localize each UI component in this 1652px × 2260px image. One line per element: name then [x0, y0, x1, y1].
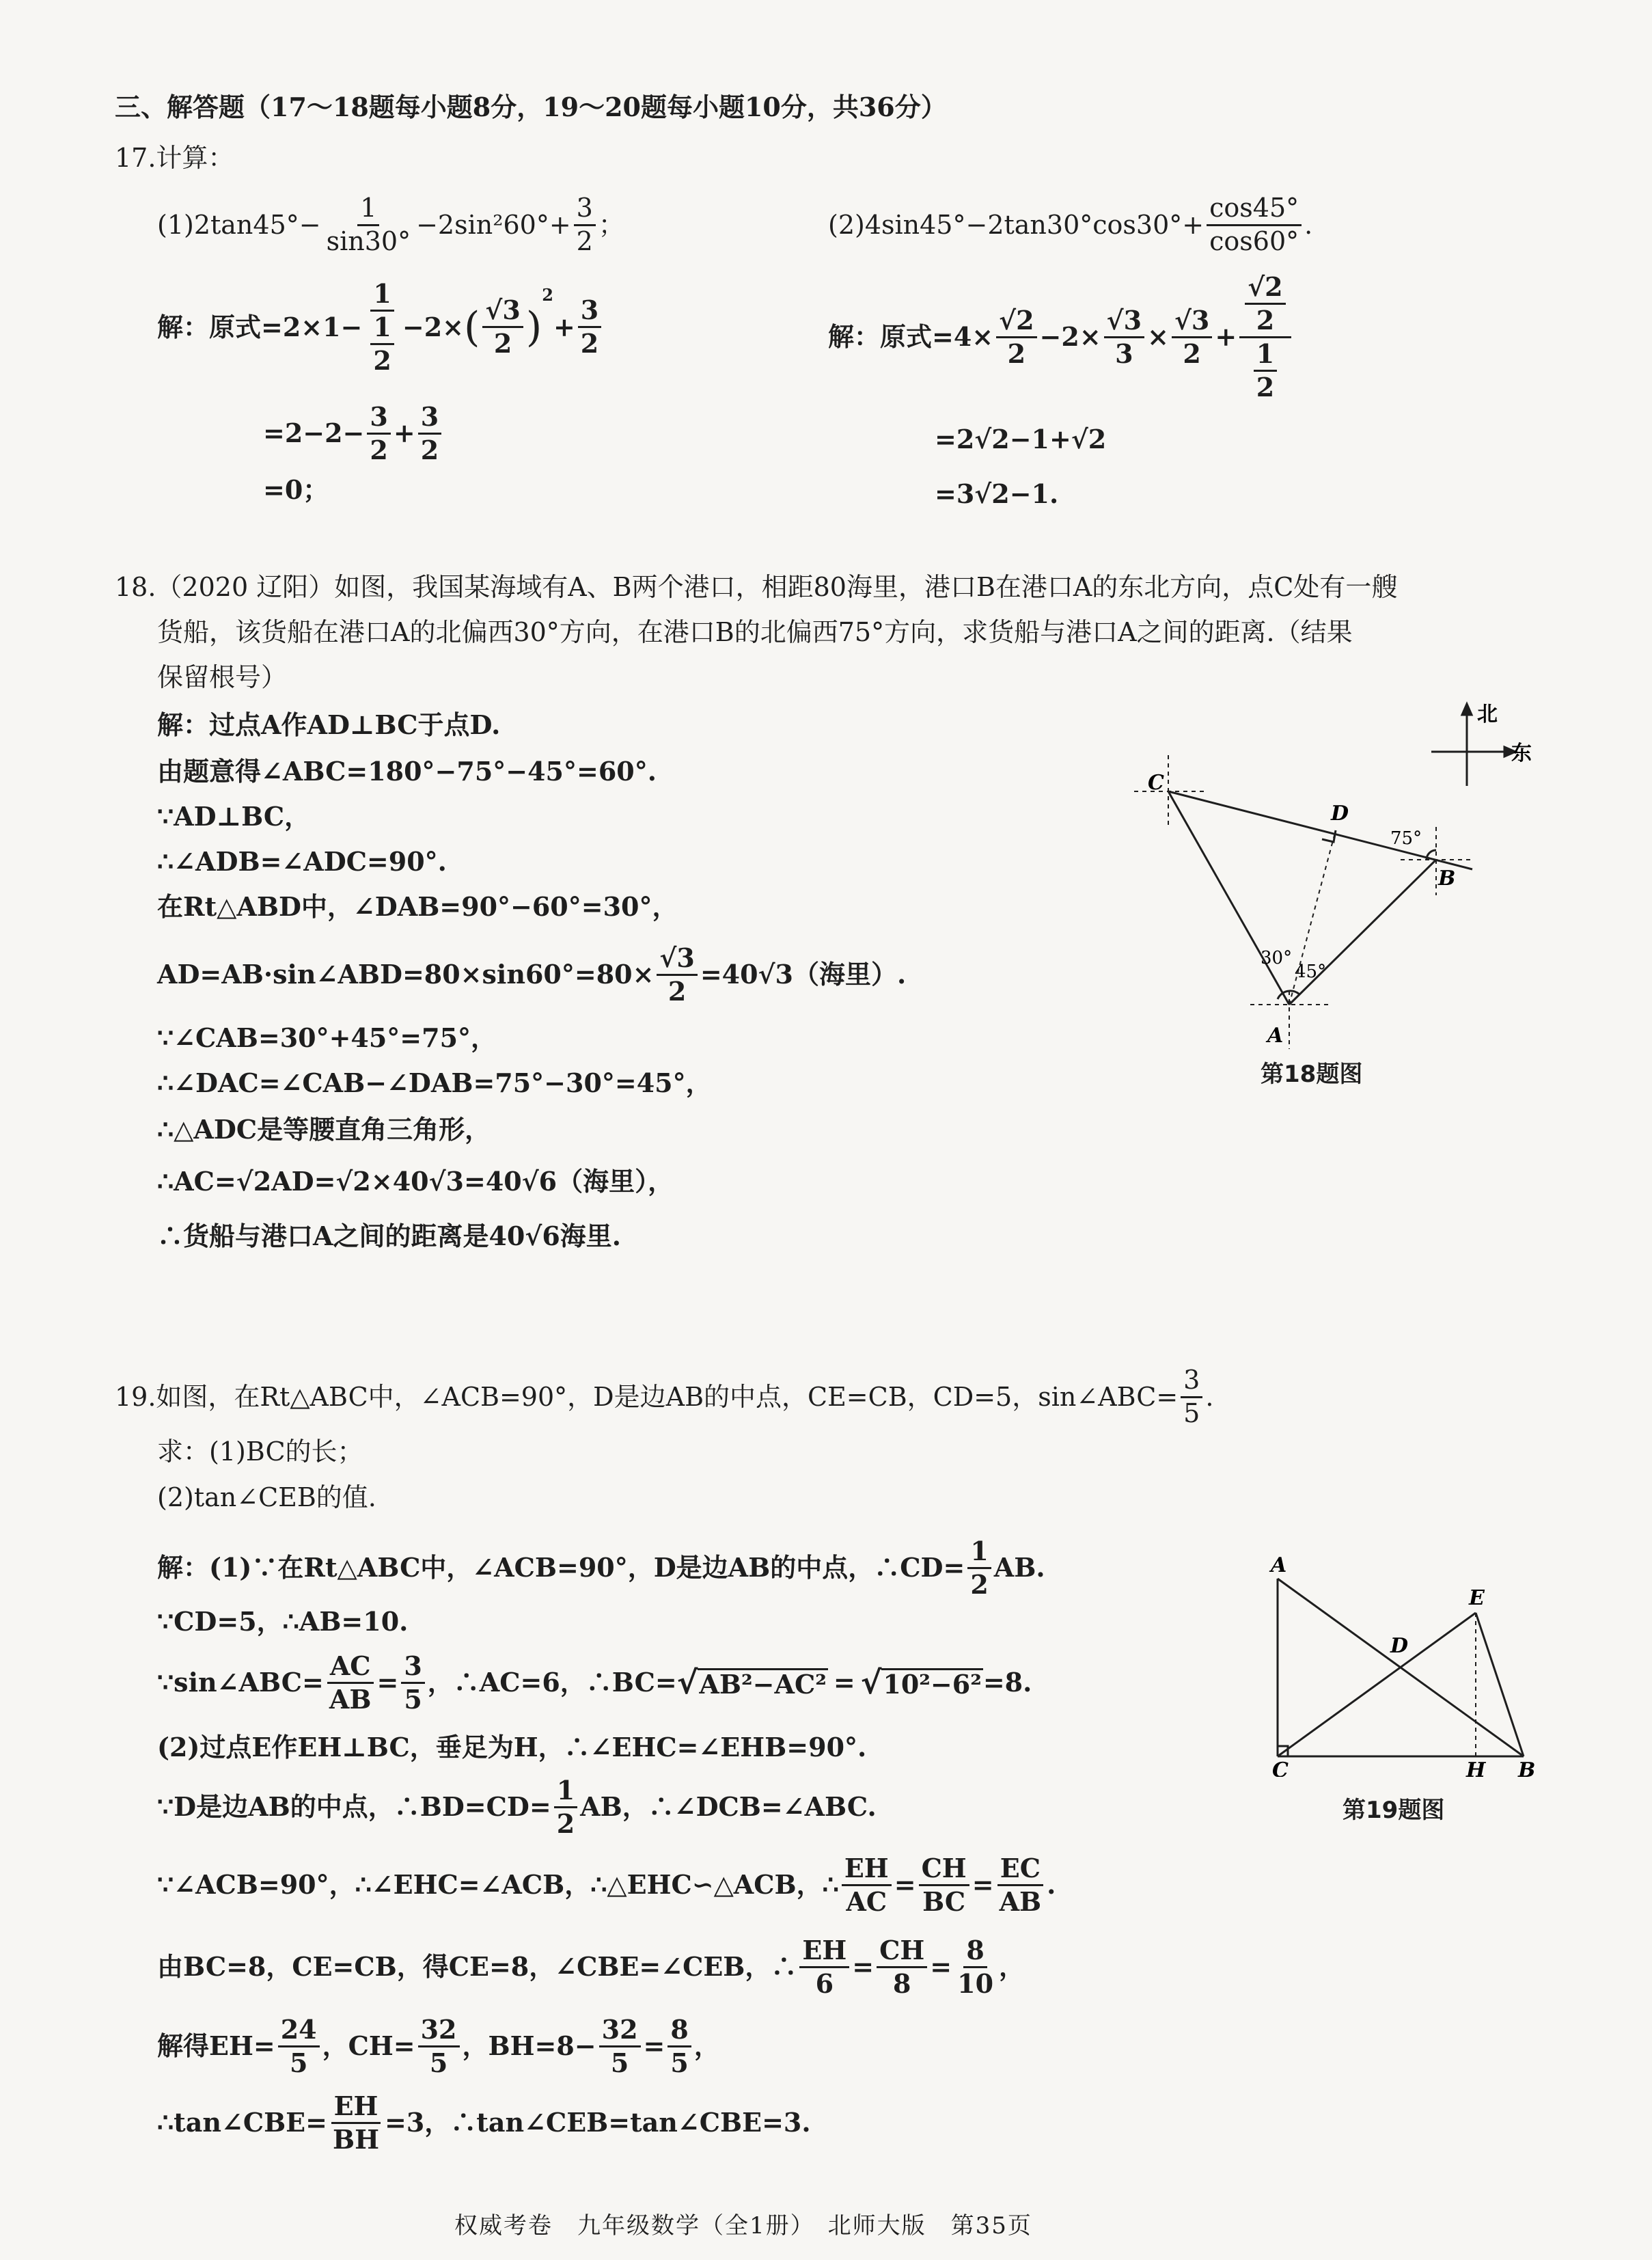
q18-text-line1: 18.（2020 辽阳）如图，我国某海域有A、B两个港口，相距80海里，港口B在港口A的东北方向，点C处有一艘 — [115, 572, 1398, 602]
q18-text-line2: 货船，该货船在港口A的北偏西30°方向，在港口B的北偏西75°方向，求货船与港口A之间的距离.（结果 — [157, 617, 1353, 647]
q19-ask1: 求：(1)BC的长； — [157, 1437, 363, 1467]
q18-sol-line: ∴∠DAC=∠CAB−∠DAB=75°−30°=45°， — [157, 1067, 712, 1098]
page-footer: 权威考卷 九年级数学（全1册） 北师大版 第35页 — [454, 2212, 1032, 2239]
q18-sol-line: ∴△ADC是等腰直角三角形， — [157, 1114, 491, 1145]
point-b-label: B — [1438, 867, 1456, 890]
point-b-label: B — [1518, 1758, 1536, 1777]
q19-sol5: ∵D是边AB的中点，∴BD=CD= $\frac{1}{2}$ AB，∴∠DCB=∠ABC. — [157, 1775, 877, 1839]
q19-ask2: (2)tan∠CEB的值. — [157, 1482, 376, 1512]
q17-part2-step2: =2√2−1+√2 — [935, 424, 1107, 454]
compass-icon — [1431, 704, 1515, 786]
q17-part1-step2: =2−2− $\frac{3}{2}$ + $\frac{3}{2}$ — [263, 403, 444, 464]
q19-sol8: 解得EH= $\frac{24}{5}$ ，CH= $\frac{32}{5}$ ，BH=8− $\frac{32}{5}$ = $\frac{8}{5}$ ， — [157, 2014, 720, 2078]
point-d-label: D — [1331, 802, 1349, 826]
q18-text-line3: 保留根号） — [157, 662, 288, 692]
q18-sol-line: ∴AC=√2AD=√2×40√3=40√6（海里）， — [157, 1166, 674, 1197]
q17-part1-problem: (1)2tan45°− $\frac{1}{\sin 30^\circ}$ −2sin²60°+ $\frac{3}{2}$ ； — [157, 193, 624, 256]
q18-figure-caption: 第18题图 — [1261, 1061, 1363, 1088]
q18-sol-line: 由题意得∠ABC=180°−75°−45°=60°. — [157, 756, 657, 787]
q19-figure — [1257, 1551, 1544, 1777]
point-a-label: A — [1267, 1024, 1284, 1048]
q17-part1-step3: =0； — [263, 474, 329, 505]
q19-sol9: ∴tan∠CBE= $\frac{EH}{BH}$ =3，∴tan∠CEB=tan∠CBE=3. — [157, 2091, 811, 2155]
q17-part2-problem: (2)4sin45°−2tan30°cos30°+ $\frac{\cos 45^\circ}{\cos 60^\circ}$ . — [828, 193, 1313, 256]
east-label: 东 — [1511, 741, 1532, 765]
q17-part2-step3: =3√2−1. — [935, 478, 1059, 509]
point-c-label: C — [1272, 1758, 1289, 1777]
q18-sol-line: 解：过点A作AD⊥BC于点D. — [157, 709, 501, 740]
q18-sol-line: ∴货船与港口A之间的距离是40√6海里. — [157, 1221, 622, 1251]
q17-part2-solution: 解：原式=4× $\frac{√2}{2}$ −2× $\frac{√3}{3}$ × $\frac{√3}{2}$ + $\frac{\frac{√2}{2}}{\frac{1}{2}}$ — [828, 273, 1294, 401]
q18-sol-line: 在Rt△ABD中，∠DAB=90°−60°=30°， — [157, 891, 678, 922]
section-title: 三、解答题（17～18题每小题8分，19～20题每小题10分，共36分） — [115, 92, 947, 122]
point-h-label: H — [1466, 1758, 1486, 1777]
q19-sol3: ∵sin∠ABC= $\frac{AC}{AB}$ = $\frac{3}{5}$ ，∴AC=6，∴BC= √ AB²−AC² = √ 10²−6² =8. — [157, 1650, 1032, 1715]
q19-sol7: 由BC=8，CE=CB，得CE=8，∠CBE=∠CEB，∴ $\frac{EH}{6}$ = $\frac{CH}{8}$ = $\frac{8}{10}$ ， — [157, 1935, 1025, 1999]
angle-75-label: 75° — [1390, 828, 1422, 849]
q18-sol-line: ∵∠CAB=30°+45°=75°， — [157, 1022, 497, 1053]
q18-sol-line: ∵AD⊥BC， — [157, 801, 311, 832]
angle-30-label: 30° — [1261, 948, 1293, 968]
q18-sol-ad: AD=AB·sin∠ABD=80×sin60°=80× $\frac{√3}{2}$ =40√3（海里）. — [157, 942, 907, 1007]
q19-sol2: ∵CD=5，∴AB=10. — [157, 1606, 409, 1637]
q19-text: 19.如图，在Rt△ABC中，∠ACB=90°，D是边AB的中点，CE=CB，CD=5，sin∠ABC= $\frac{3}{5}$ . — [115, 1365, 1214, 1428]
q19-sol1: 解：(1)∵在Rt△ABC中，∠ACB=90°，D是边AB的中点，∴CD= $\frac{1}{2}$ AB. — [157, 1536, 1045, 1600]
point-d-label: D — [1390, 1634, 1409, 1658]
q19-sol4: (2)过点E作EH⊥BC，垂足为H，∴∠EHC=∠EHB=90°. — [157, 1732, 867, 1762]
point-c-label: C — [1148, 771, 1164, 795]
north-label: 北 — [1477, 703, 1498, 726]
point-e-label: E — [1469, 1586, 1485, 1610]
q19-sol6: ∵∠ACB=90°，∴∠EHC=∠ACB，∴△EHC∽△ACB，∴ $\frac{EH}{AC}$ = $\frac{CH}{BC}$ = $\frac{EC}{AB}$ . — [157, 1853, 1056, 1917]
q19-figure-caption: 第19题图 — [1343, 1797, 1445, 1824]
q17-part1-solution: 解：原式=2×1− $\frac{1}{\frac{1}{2}}$ −2× ( $\frac{√3}{2}$ ) 2 + $\frac{3}{2}$ — [157, 280, 604, 375]
q18-sol-line: ∴∠ADB=∠ADC=90°. — [157, 846, 447, 877]
point-a-label: A — [1271, 1553, 1287, 1577]
q17-label: 17.计算： — [115, 143, 234, 173]
q18-figure — [1127, 690, 1551, 1087]
angle-45-label: 45° — [1295, 962, 1327, 982]
